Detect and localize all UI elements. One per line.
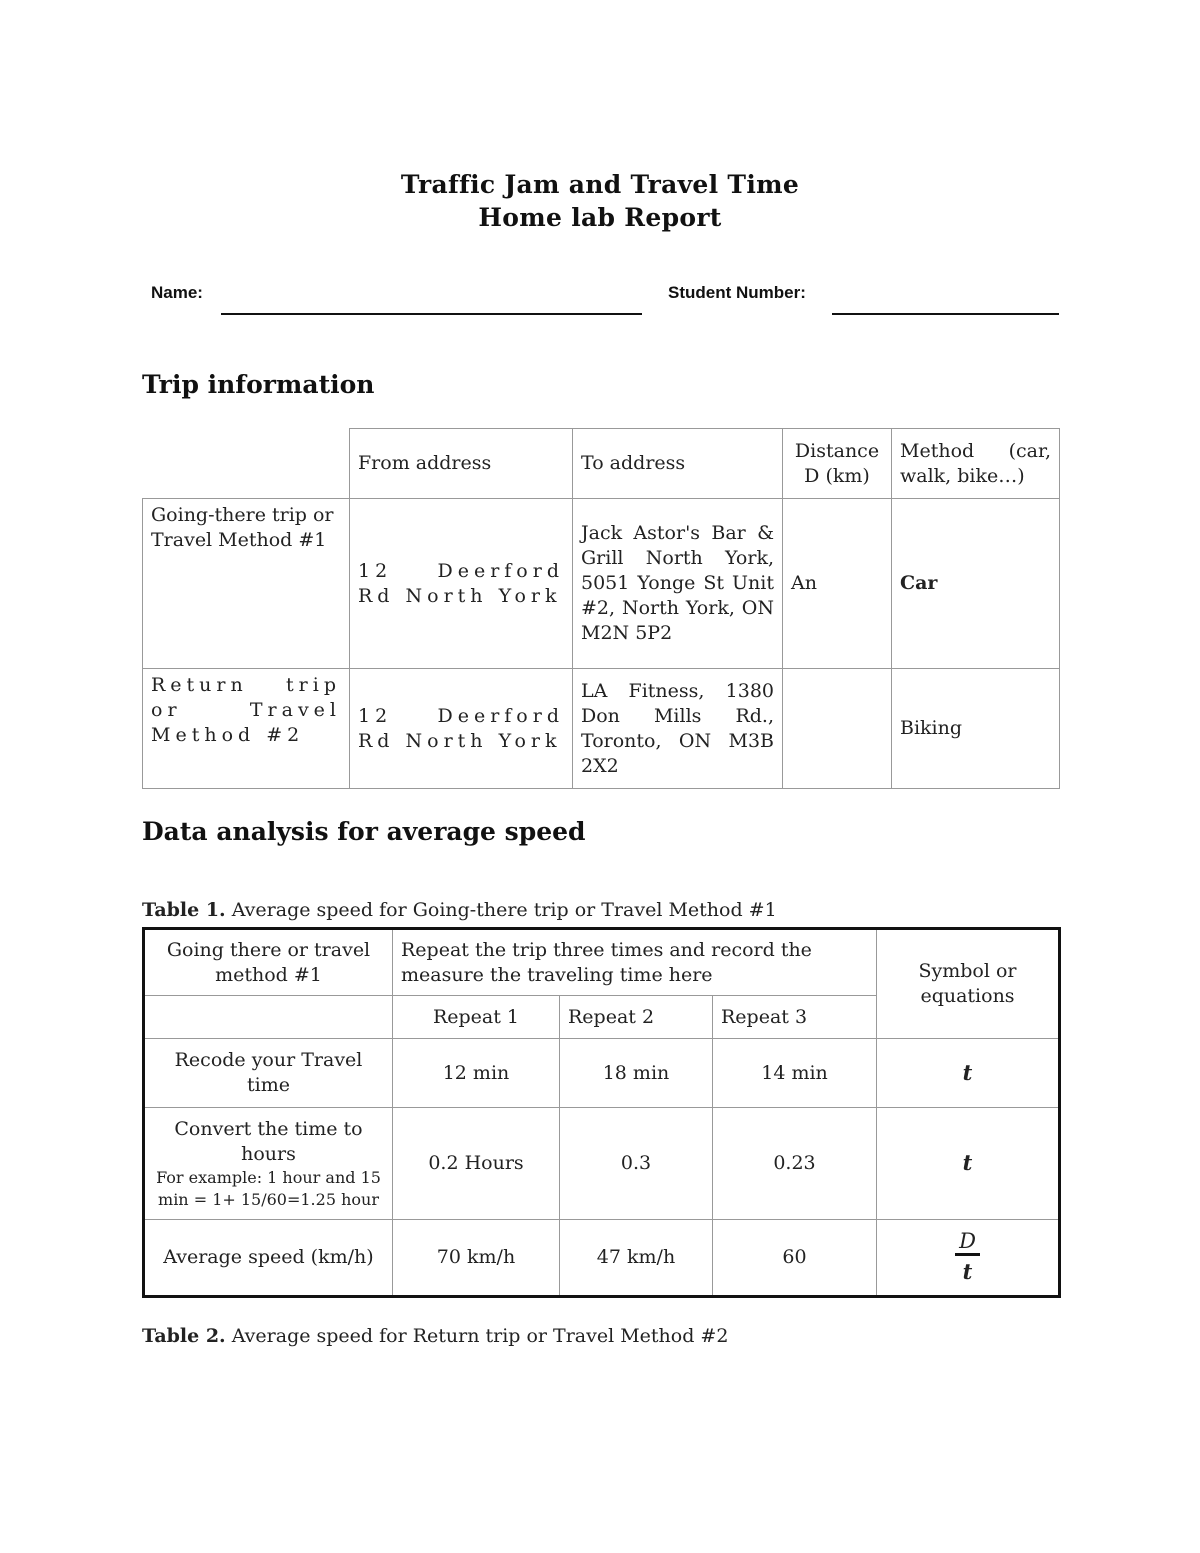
t1-row-value: 18 min bbox=[560, 1039, 713, 1108]
average-speed-table-1 bbox=[142, 927, 1061, 1298]
trip-row-label: Going-there trip or Travel Method #1 bbox=[143, 499, 350, 669]
table2-caption bbox=[142, 1325, 728, 1347]
speed-equation bbox=[955, 1229, 980, 1284]
trip-row-to: Jack Astor's Bar & Grill North York, 5051 Yonge St Unit #2, North York, ON M2N 5P2 bbox=[573, 499, 783, 669]
trip-information-table bbox=[142, 428, 1060, 789]
student-number-label: Student Number: bbox=[668, 283, 806, 302]
t1-row-label: Average speed (km/h) bbox=[144, 1220, 393, 1297]
trip-header-blank bbox=[143, 429, 350, 499]
t1-row-value: 0.2 Hours bbox=[393, 1108, 560, 1220]
data-analysis-heading: Data analysis for average speed bbox=[142, 817, 586, 846]
trip-row-method: Car bbox=[892, 499, 1060, 669]
name-field[interactable] bbox=[221, 313, 642, 315]
t1-repeat-label: Repeat 1 bbox=[393, 996, 560, 1039]
t1-row-value: 60 bbox=[713, 1220, 877, 1297]
t1-header-method: Going there or travel method #1 bbox=[144, 929, 393, 996]
trip-row-method: Biking bbox=[892, 669, 1060, 789]
t1-row-value: 14 min bbox=[713, 1039, 877, 1108]
t1-header-repeat: Repeat the trip three times and record the measure the traveling time here bbox=[393, 929, 877, 996]
trip-row-from: 12 Deerford Rd North York bbox=[350, 499, 573, 669]
t1-row-value: 0.3 bbox=[560, 1108, 713, 1220]
t1-row-symbol bbox=[877, 1108, 1060, 1220]
t1-row-value: 70 km/h bbox=[393, 1220, 560, 1297]
t1-header-row bbox=[144, 929, 1060, 996]
equation-denominator: t bbox=[962, 1259, 973, 1284]
table1-caption-label: Table 1. bbox=[142, 899, 226, 921]
t1-header-symbol: Symbol or equations bbox=[877, 929, 1060, 1039]
trip-header-method: Method (car, walk, bike…) bbox=[892, 429, 1060, 499]
t1-row bbox=[144, 1108, 1060, 1220]
t1-repeat-label: Repeat 2 bbox=[560, 996, 713, 1039]
trip-header-row bbox=[143, 429, 1060, 499]
trip-header-distance: Distance D (km) bbox=[783, 429, 892, 499]
table2-caption-text: Average speed for Return trip or Travel Method #2 bbox=[225, 1325, 729, 1347]
t1-repeat-label: Repeat 3 bbox=[713, 996, 877, 1039]
trip-header-from: From address bbox=[350, 429, 573, 499]
symbol-t: t bbox=[962, 1059, 973, 1085]
table1-caption bbox=[142, 899, 777, 921]
table2-caption-label: Table 2. bbox=[142, 1325, 226, 1347]
trip-row bbox=[143, 499, 1060, 669]
t1-row-symbol bbox=[877, 1039, 1060, 1108]
trip-row-to: LA Fitness, 1380 Don Mills Rd., Toronto, ON M3B 2X2 bbox=[573, 669, 783, 789]
report-subtitle: Home lab Report bbox=[478, 203, 722, 232]
trip-row bbox=[143, 669, 1060, 789]
trip-row-distance bbox=[783, 669, 892, 789]
t1-row-label: Recode your Travel time bbox=[144, 1039, 393, 1108]
trip-header-to: To address bbox=[573, 429, 783, 499]
t1-row bbox=[144, 1220, 1060, 1297]
trip-row-distance: An bbox=[783, 499, 892, 669]
t1-repeat-blank bbox=[144, 996, 393, 1039]
t1-row-label: Convert the time to hours bbox=[174, 1117, 363, 1165]
t1-row-value: 0.23 bbox=[713, 1108, 877, 1220]
t1-row-value: 12 min bbox=[393, 1039, 560, 1108]
report-title: Traffic Jam and Travel Time bbox=[400, 170, 800, 199]
trip-row-from: 12 Deerford Rd North York bbox=[350, 669, 573, 789]
t1-row-symbol bbox=[877, 1220, 1060, 1297]
table1-caption-text: Average speed for Going-there trip or Travel Method #1 bbox=[225, 899, 777, 921]
t1-row bbox=[144, 1039, 1060, 1108]
symbol-t: t bbox=[962, 1150, 973, 1175]
equation-numerator: D bbox=[955, 1229, 980, 1256]
t1-row-note: For example: 1 hour and 15 min = 1+ 15/60=1.25 hour bbox=[156, 1167, 381, 1209]
t1-row-label-cell bbox=[144, 1108, 393, 1220]
trip-row-label: Return trip or Travel Method #2 bbox=[143, 669, 350, 789]
name-label: Name: bbox=[151, 283, 203, 302]
student-number-field[interactable] bbox=[832, 313, 1059, 315]
trip-information-heading: Trip information bbox=[142, 370, 375, 399]
t1-row-value: 47 km/h bbox=[560, 1220, 713, 1297]
